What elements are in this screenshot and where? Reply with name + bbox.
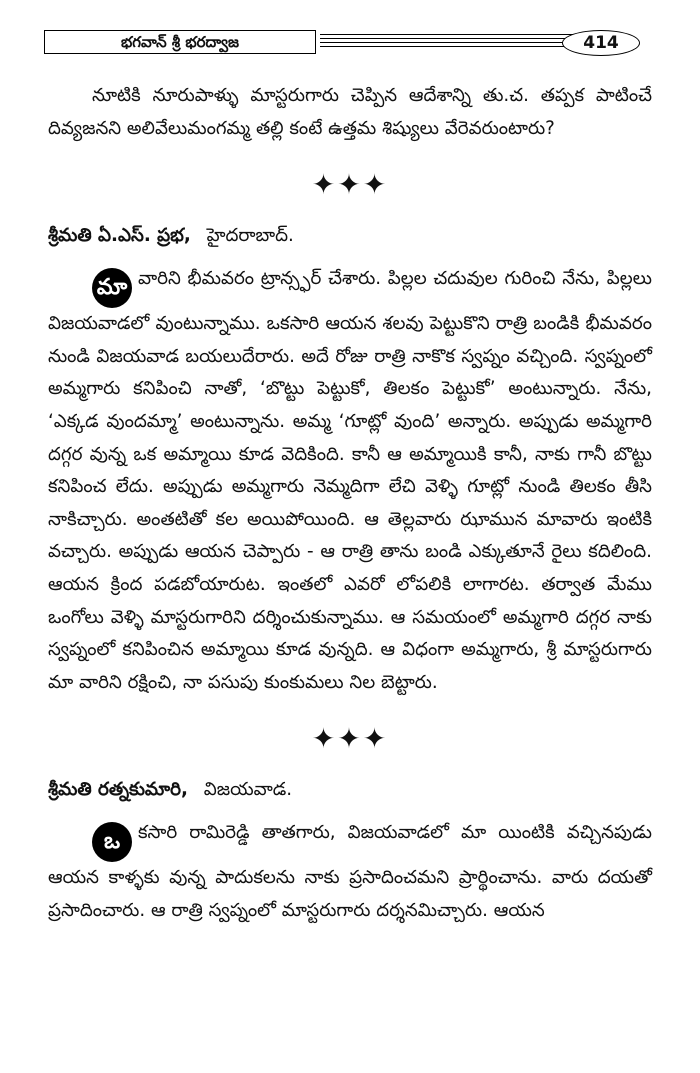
author-name: శ్రీమతి ఏ.ఎస్. ప్రభ, xyxy=(48,225,191,247)
section-divider: ✦✦✦ xyxy=(311,722,389,756)
testimony-paragraph xyxy=(48,817,652,927)
dropcap-letter: మా xyxy=(92,268,132,308)
section-divider: ✦✦✦ xyxy=(311,168,389,202)
page-body xyxy=(48,80,652,928)
running-title: భగవాన్ శ్రీ భరద్వాజ xyxy=(44,30,316,54)
testimony-paragraph xyxy=(48,263,652,699)
author-place: విజయవాడ. xyxy=(203,779,293,801)
author-place: హైదరాబాద్. xyxy=(206,225,294,247)
testimony-text: వారిని భీమవరం ట్రాన్స్ఫర్ చేశారు. పిల్లల చదువుల గురించి నేను, పిల్లలు విజయవాడలో వుంటున్నాము. ఒకసారి ఆయన శలవు పెట్టుకొని రాత్రి బండికి భీమవరం నుండి విజయవాడ బయలుదేరారు. అదే రోజు రాత్రి నాకొక స్వప్నం వచ్చింది. స్వప్నంలో అమ్మగారు కనిపించి నాతో, ‘బొట్టు పెట్టుకో, తిలకం పెట్టుకో’ అంటున్నారు. నేను, ‘ఎక్కడ వుందమ్మా’ అంటున్నాను. అమ్మ ‘గూట్లో వుంది’ అన్నారు. అప్పుడు అమ్మగారి దగ్గర వున్న ఒక అమ్మాయి కూడ వెదికింది. కానీ ఆ అమ్మాయికి కానీ, నాకు గానీ బొట్టు కనిపించ లేదు. అప్పుడు అమ్మగారు నెమ్మదిగా లేచి వెళ్ళి గూట్లో నుండి తిలకం తీసి నాకిచ్చారు. అంతటితో కల అయిపోయింది. ఆ తెల్లవారు ఝామున మావారు ఇంటికి వచ్చారు. అప్పుడు ఆయన చెప్పారు - ఆ రాత్రి తాను బండి ఎక్కుతూనే రైలు కదిలింది. ఆయన క్రింద పడబోయారుట. ఇంతలో ఎవరో లోపలికి లాగారట. తర్వాత మేము ఒంగోలు వెళ్ళి మాస్టరుగారిని దర్శించుకున్నాము. ఆ సమయంలో అమ్మగారి దగ్గర నాకు స్వప్నంలో కనిపించిన అమ్మాయి కూడ వున్నది. ఆ విధంగా అమ్మగారు, శ్రీ మాస్టరుగారు మా వారిని రక్షించి, నా పసుపు కుంకుమలు నిల బెట్టారు. xyxy=(48,268,652,693)
author-name: శ్రీమతి రత్నకుమారి, xyxy=(48,779,188,801)
author-line xyxy=(48,775,652,805)
closing-paragraph: నూటికి నూరుపాళ్ళు మాస్టరుగారు చెప్పిన ఆదేశాన్ని తు.చ. తప్పక పాటించే దివ్యజనని అలివేలుమంగమ్మ తల్లి కంటే ఉత్తమ శిష్యులు వేరెవరుంటారు? xyxy=(48,85,652,139)
author-line xyxy=(48,221,652,251)
page-number: 414 xyxy=(562,30,640,56)
page-header xyxy=(44,28,624,56)
dropcap-letter: ఒ xyxy=(92,822,132,862)
header-rule-lines xyxy=(320,34,600,50)
testimony-text: కసారి రామిరెడ్డి తాతగారు, విజయవాడలో మా యింటికి వచ్చినపుడు ఆయన కాళ్ళకు వున్న పాదుకలను నాకు ప్రసాదించమని ప్రార్థించాను. వారు దయతో ప్రసాదించారు. ఆ రాత్రి స్వప్నంలో మాస్టరుగారు దర్శనమిచ్చారు. ఆయన xyxy=(48,822,652,921)
